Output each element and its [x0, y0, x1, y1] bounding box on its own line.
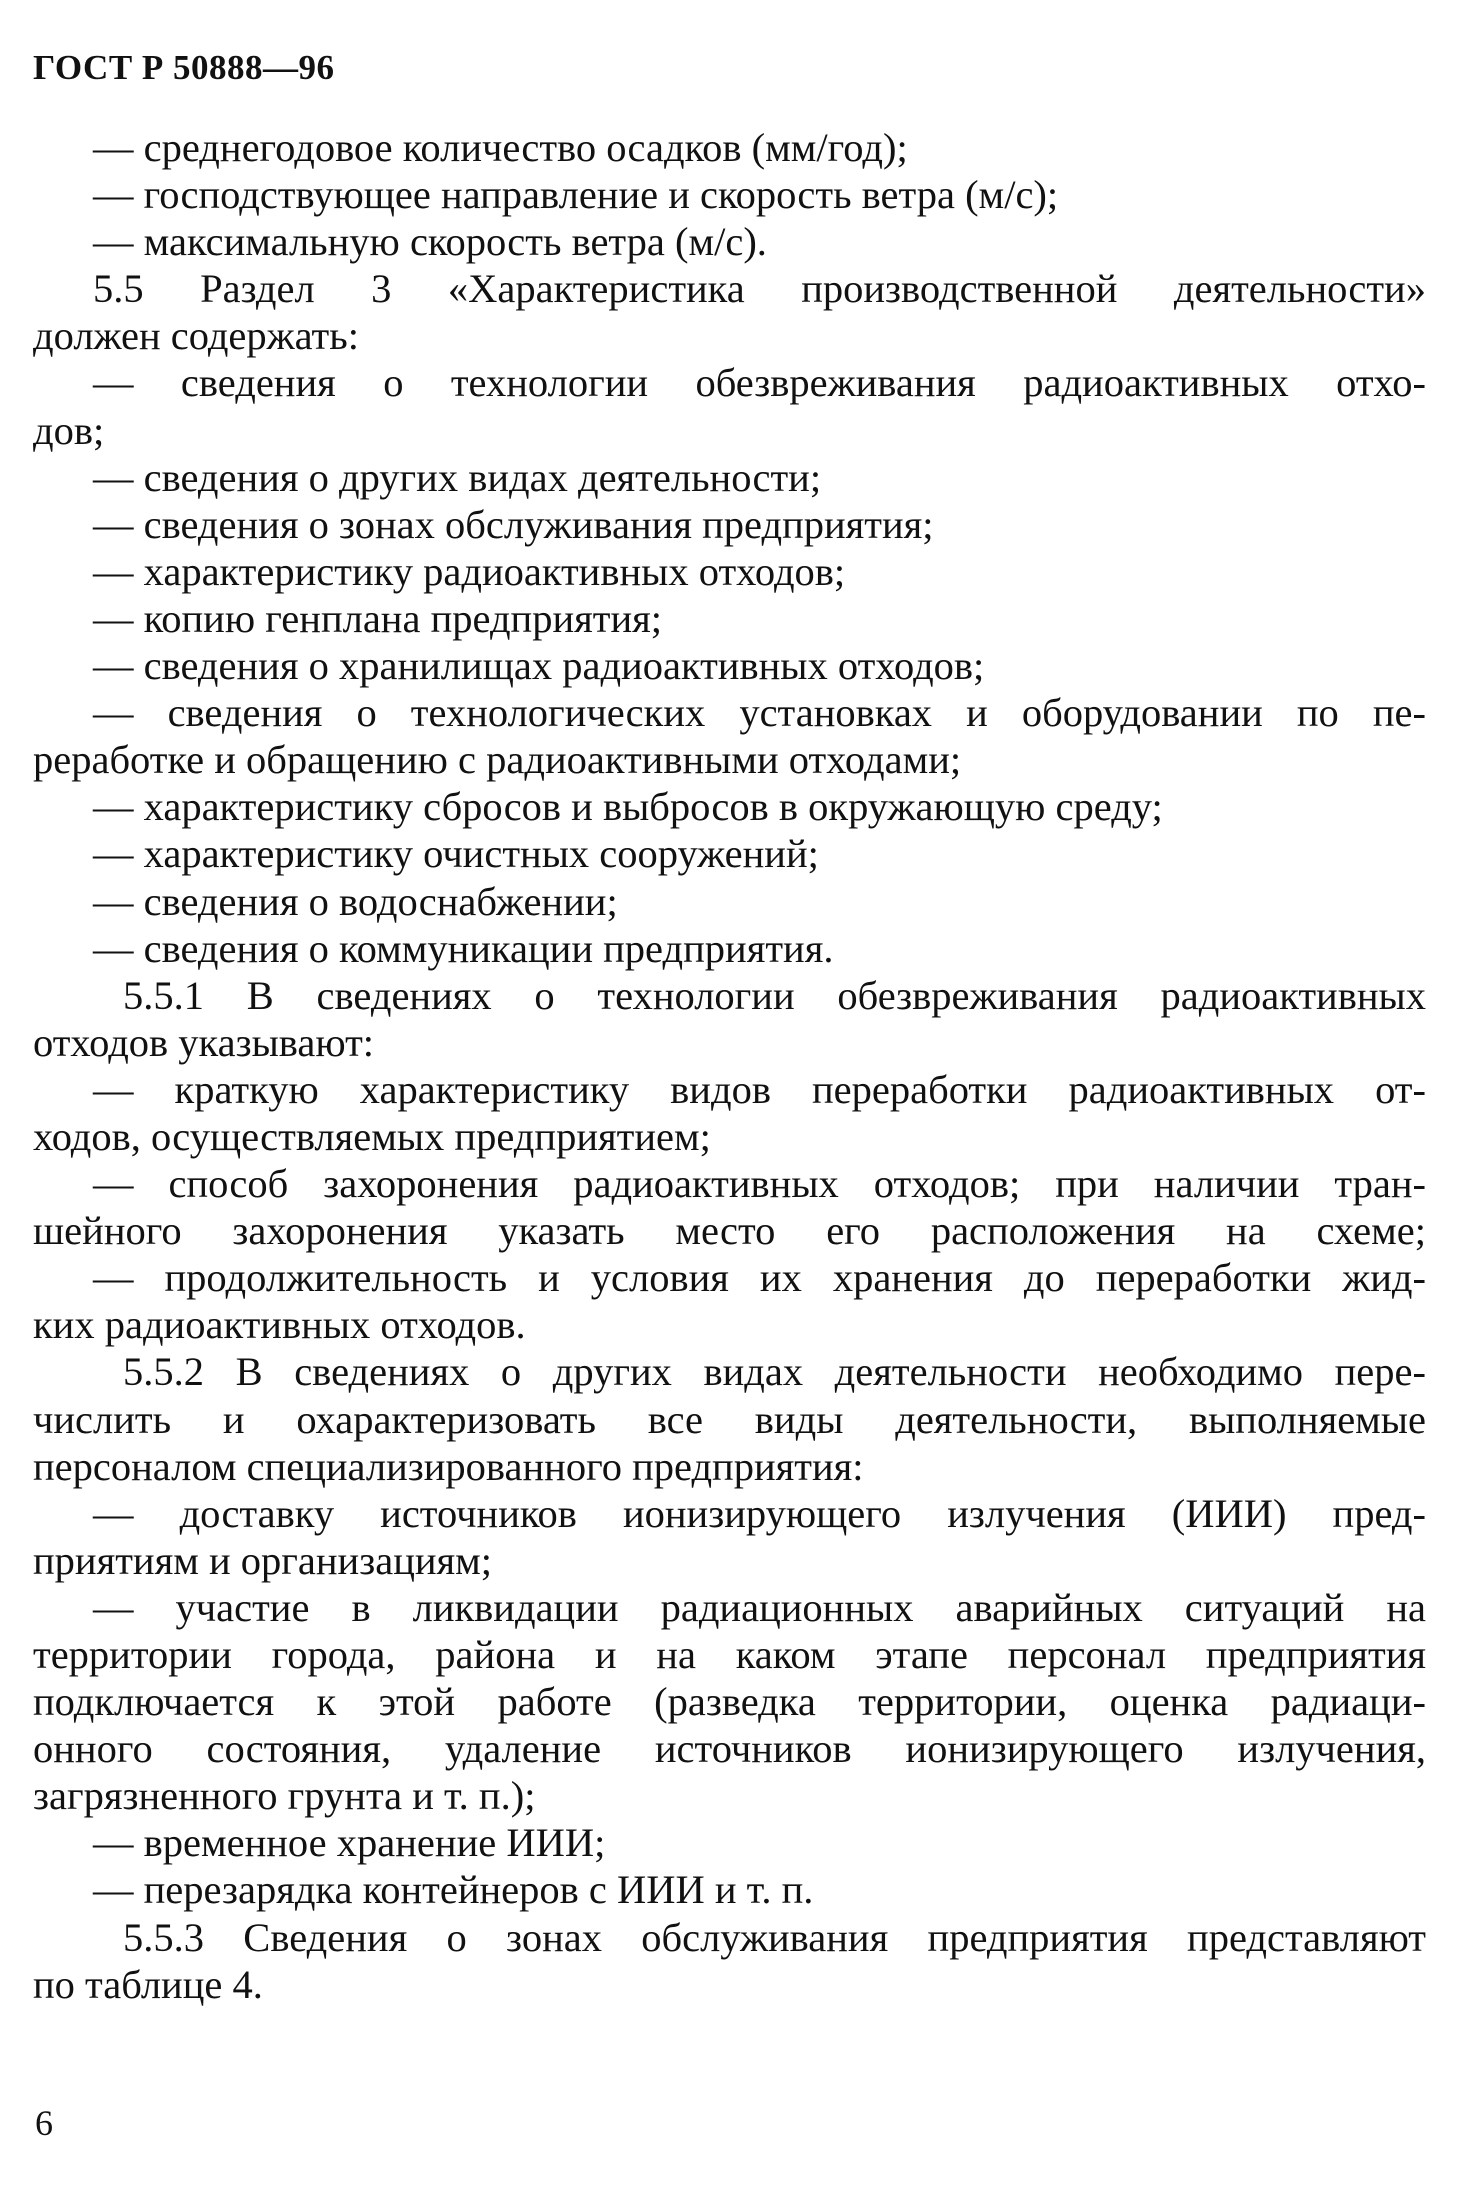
text-line: — сведения о хранилищах радиоактивных отходов; — [93, 643, 985, 689]
document-body — [33, 124, 1426, 2008]
text-line: подключается к этой работе (разведка территории, оценка радиаци- — [33, 1679, 1426, 1725]
text-line: — участие в ликвидации радиационных аварийных ситуаций на — [93, 1584, 1426, 1630]
text-line: — господствующее направление и скорость ветра (м/с); — [93, 172, 1059, 218]
text-line: шейного захоронения указать место его расположения на схеме; — [33, 1208, 1426, 1254]
page-number: 6 — [35, 2103, 53, 2143]
text-line: числить и охарактеризовать все виды деятельности, выполняемые — [33, 1396, 1426, 1442]
text-line: — сведения о технологии обезвреживания радиоактивных отхо- — [93, 360, 1426, 406]
text-line: по таблице 4. — [33, 1961, 263, 2007]
text-line: дов; — [33, 407, 105, 453]
text-line: — среднегодовое количество осадков (мм/год); — [93, 125, 908, 170]
text-line: — краткую характеристику видов переработки радиоактивных от- — [93, 1066, 1426, 1112]
text-line: онного состояния, удаление источников ионизирующего излучения, — [33, 1726, 1426, 1772]
text-line: — продолжительность и условия их хранения до переработки жид- — [93, 1255, 1426, 1301]
text-line: 5.5 Раздел 3 «Характеристика производственной деятельности» — [93, 266, 1426, 312]
text-line: — временное хранение ИИИ; — [93, 1820, 606, 1866]
text-line: — сведения о технологических установках и оборудовании по пе- — [93, 690, 1426, 736]
text-line: отходов указывают: — [33, 1019, 375, 1065]
text-line: 5.5.3 Сведения о зонах обслуживания предприятия представляют — [123, 1914, 1426, 1960]
text-line: территории города, района и на каком этапе персонал предприятия — [33, 1632, 1426, 1677]
text-line: ходов, осуществляемых предприятием; — [33, 1113, 711, 1159]
text-line: — характеристику радиоактивных отходов; — [93, 548, 846, 594]
text-line: 5.5.2 В сведениях о других видах деятельности необходимо пере- — [123, 1349, 1426, 1395]
text-line: — сведения о зонах обслуживания предприятия; — [93, 501, 934, 547]
text-line: — характеристику очистных сооружений; — [93, 831, 819, 877]
text-line: — характеристику сбросов и выбросов в окружающую среду; — [93, 784, 1163, 830]
text-line: — максимальную скорость ветра (м/с). — [93, 219, 767, 265]
text-line: — перезарядка контейнеров с ИИИ и т. п. — [93, 1867, 814, 1913]
text-line: ких радиоактивных отходов. — [33, 1302, 526, 1348]
text-line: приятиям и организациям; — [33, 1537, 493, 1583]
text-line: 5.5.1 В сведениях о технологии обезвреживания радиоактивных — [123, 972, 1426, 1018]
text-line: загрязненного грунта и т. п.); — [33, 1773, 536, 1819]
text-line: — доставку источников ионизирующего излучения (ИИИ) пред- — [93, 1490, 1426, 1536]
text-line: — сведения о водоснабжении; — [93, 878, 618, 924]
text-line: — сведения о других видах деятельности; — [93, 454, 822, 500]
text-line: персоналом специализированного предприятия: — [33, 1443, 864, 1489]
text-line: — способ захоронения радиоактивных отходов; при наличии тран- — [93, 1161, 1426, 1207]
text-line: — сведения о коммуникации предприятия. — [93, 925, 834, 971]
text-line: должен содержать: — [33, 313, 359, 359]
document-header: ГОСТ Р 50888—96 — [33, 48, 335, 87]
text-line: — копию генплана предприятия; — [93, 595, 663, 641]
text-line: реработке и обращению с радиоактивными отходами; — [33, 737, 962, 783]
